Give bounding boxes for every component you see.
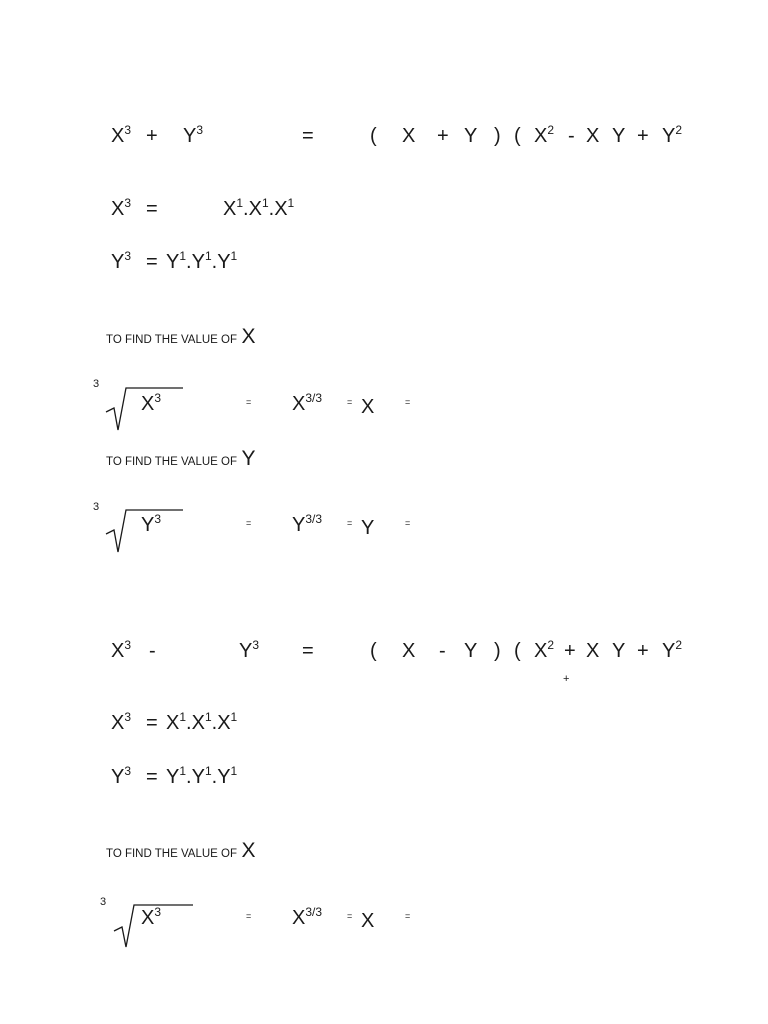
diff-cubes-y-squared: $Y^2$	[662, 638, 683, 662]
diff-cubes-xy-x: X	[586, 640, 600, 662]
y-cube-expansion: $Y^1.Y^1.Y^1$	[166, 764, 238, 788]
sum-cubes-plus-2: +	[637, 125, 649, 147]
sum-cubes-lhs-x: $X^3$	[111, 123, 132, 147]
root-equals-3: =	[405, 518, 411, 528]
sum-cubes-rparen-1: )	[494, 125, 501, 147]
x-cube-lhs: $X^3$	[111, 196, 132, 220]
sum-cubes-xy-y: Y	[612, 125, 626, 147]
diff-cubes-rparen-1: )	[494, 640, 501, 662]
root-equals-3: =	[405, 911, 411, 921]
y-cube-equals: =	[146, 766, 158, 788]
root-equals-1: =	[246, 911, 252, 921]
y-cube-expansion: $Y^1.Y^1.Y^1$	[166, 249, 238, 273]
sum-cubes-plus: +	[146, 125, 158, 147]
power-result-x: $X^{3/3}$	[292, 905, 323, 929]
sum-cubes-minus: -	[568, 125, 575, 147]
find-y-heading: TO FIND THE VALUE OF Y	[106, 447, 256, 470]
diff-cubes-plus-2: +	[637, 640, 649, 662]
sum-cubes-factor-y: Y	[464, 125, 478, 147]
sum-cubes-x-squared: $X^2$	[534, 123, 555, 147]
diff-cubes-plus: +	[564, 640, 576, 662]
diff-cubes-factor-y: Y	[464, 640, 478, 662]
diff-cubes-equals: =	[302, 640, 314, 662]
radicand-y-cubed: $Y^3$	[141, 512, 162, 536]
root-equals-2: =	[347, 911, 353, 921]
final-y: Y	[361, 517, 375, 539]
stray-plus-sign: +	[563, 673, 570, 685]
diff-cubes-x-squared: $X^2$	[534, 638, 555, 662]
sum-cubes-factor-op: +	[437, 125, 449, 147]
power-result-x: $X^{3/3}$	[292, 391, 323, 415]
x-cube-equals: =	[146, 198, 158, 220]
y-cube-lhs: $Y^3$	[111, 249, 132, 273]
diff-cubes-factor-x: X	[402, 640, 416, 662]
root-index: 3	[100, 896, 107, 908]
root-equals-2: =	[347, 518, 353, 528]
sum-cubes-lparen-1: (	[370, 125, 377, 147]
diff-cubes-lhs-x: $X^3$	[111, 638, 132, 662]
sum-cubes-y-squared: $Y^2$	[662, 123, 683, 147]
diff-cubes-minus: -	[149, 640, 156, 662]
sum-cubes-lhs-y: $Y^3$	[183, 123, 204, 147]
y-cube-equals: =	[146, 251, 158, 273]
diff-cubes-factor-op: -	[439, 640, 446, 662]
diff-cubes-lhs-y: $Y^3$	[239, 638, 260, 662]
x-cube-equals: =	[146, 712, 158, 734]
diff-cubes-lparen-2: (	[514, 640, 521, 662]
root-index: 3	[93, 501, 100, 513]
find-x-heading: TO FIND THE VALUE OF X	[106, 839, 256, 862]
root-index: 3	[93, 378, 100, 390]
diff-cubes-lparen-1: (	[370, 640, 377, 662]
sum-cubes-xy-x: X	[586, 125, 600, 147]
sum-cubes-equals: =	[302, 125, 314, 147]
power-result-y: $Y^{3/3}$	[292, 512, 323, 536]
sum-cubes-factor-x: X	[402, 125, 416, 147]
diff-cubes-xy-y: Y	[612, 640, 626, 662]
x-cube-lhs: $X^3$	[111, 710, 132, 734]
radicand-x-cubed: $X^3$	[141, 391, 162, 415]
final-x: X	[361, 910, 375, 932]
y-cube-lhs: $Y^3$	[111, 764, 132, 788]
root-equals-3: =	[405, 397, 411, 407]
find-x-heading: TO FIND THE VALUE OF X	[106, 325, 256, 348]
root-equals-2: =	[347, 397, 353, 407]
root-equals-1: =	[246, 397, 252, 407]
root-equals-1: =	[246, 518, 252, 528]
x-cube-expansion: $X^1.X^1.X^1$	[223, 196, 295, 220]
final-x: X	[361, 396, 375, 418]
sum-cubes-lparen-2: (	[514, 125, 521, 147]
x-cube-expansion: $X^1.X^1.X^1$	[166, 710, 238, 734]
radicand-x-cubed: $X^3$	[141, 905, 162, 929]
